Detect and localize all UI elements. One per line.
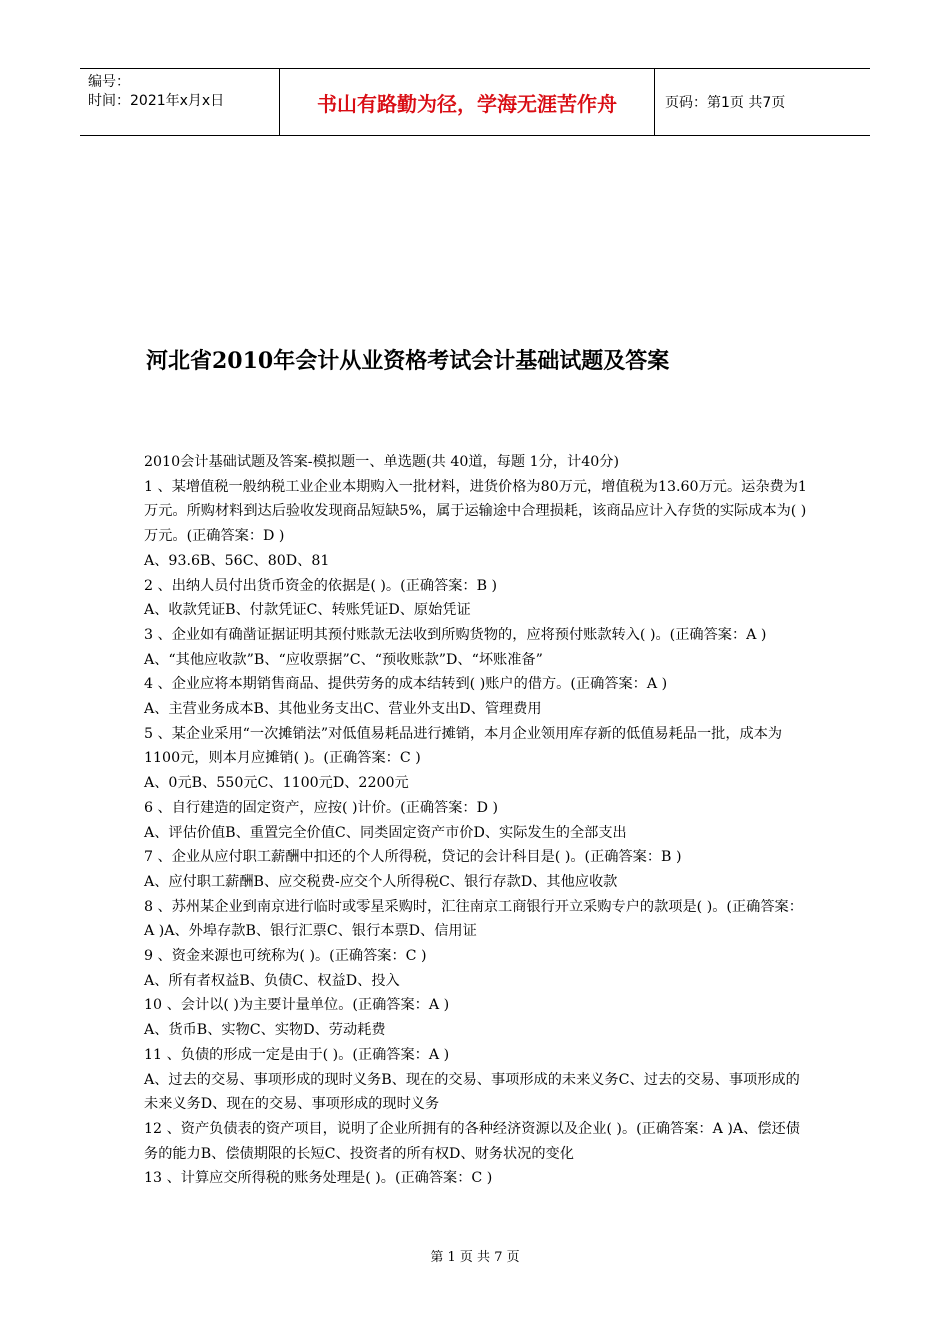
body-line-19: A、货币B、实物C、实物D、劳动耗费 [144,1022,386,1039]
page-code: 页码：第1页 共7页 [665,95,786,111]
body-line-23: 13 、计算应交所得税的账务处理是( )。(正确答案：C ) [144,1170,493,1187]
body-line-20: 11 、负债的形成一定是由于( )。(正确答案：A ) [144,1046,450,1063]
body-line-7: 4 、企业应将本期销售商品、提供劳务的成本结转到( )账户的借方。(正确答案：A ) [144,676,668,693]
body-line-4: A、收款凭证B、付款凭证C、转账凭证D、原始凭证 [144,602,471,619]
body-line-14: A、应付职工薪酬B、应交税费-应交个人所得税C、银行存款D、其他应收款 [144,873,618,890]
header-motto-cell [280,69,655,135]
serial-label: 编号： [88,74,130,90]
motto-text: 书山有路勤为径，学海无涯苦作舟 [317,91,617,116]
body-line-8: A、主营业务成本B、其他业务支出C、营业外支出D、管理费用 [144,701,542,718]
body-line-6: A、“其他应收款”B、“应收票据”C、“预收账款”D、“坏账准备” [144,651,543,668]
body-line-16: 9 、资金来源也可统称为( )。(正确答案：C ) [144,948,427,965]
body-line-2: A、93.6B、56C、80D、81 [144,552,330,569]
document-body [144,450,812,1191]
page-header [80,68,870,136]
body-line-18: 10 、会计以( )为主要计量单位。(正确答案：A ) [144,997,450,1014]
body-line-1: 1 、某增值税一般纳税工业企业本期购入一批材料，进货价格为80万元，增值税为13.60万元。运杂费为1万元。所购材料到达后验收发现商品短缺5%，属于运输途中合理损耗，该商品应计入存货的实际成本为( )万元。(正确答案：D ) [144,478,807,545]
page-footer: 第 1 页 共 7 页 [430,1250,520,1265]
body-line-12: A、评估价值B、重置完全价值C、同类固定资产市价D、实际发生的全部支出 [144,824,627,841]
body-line-5: 3 、企业如有确凿证据证明其预付账款无法收到所购货物的，应将预付账款转入( )。(正确答案：A ) [144,626,767,643]
header-page-cell [655,69,870,135]
body-line-0: 2010会计基础试题及答案-模拟题一、单选题(共 40道，每题 1分，计40分) [144,454,619,470]
body-line-10: A、0元B、550元C、1100元D、2200元 [144,775,409,792]
header-left-cell [80,69,280,135]
body-line-11: 6 、自行建造的固定资产，应按( )计价。(正确答案：D ) [144,799,499,816]
body-line-21: A、过去的交易、事项形成的现时义务B、现在的交易、事项形成的未来义务C、过去的交易、事项形成的未来义务D、现在的交易、事项形成的现时义务 [144,1071,800,1113]
document-title: 河北省2010年会计从业资格考试会计基础试题及答案 [146,348,670,374]
body-line-13: 7 、企业从应付职工薪酬中扣还的个人所得税，贷记的会计科目是( )。(正确答案：B ) [144,849,682,866]
body-line-22: 12 、资产负债表的资产项目，说明了企业所拥有的各种经济资源以及企业( )。(正确答案：A )A、偿还债务的能力B、偿债期限的长短C、投资者的所有权D、财务状况的变化 [144,1120,800,1162]
body-line-15: 8 、苏州某企业到南京进行临时或零星采购时，汇往南京工商银行开立采购专户的款项是( )。(正确答案：A )A、外埠存款B、银行汇票C、银行本票D、信用证 [144,898,803,940]
body-line-9: 5 、某企业采用“一次摊销法”对低值易耗品进行摊销，本月企业领用库存新的低值易耗品一批，成本为1100元，则本月应摊销( )。(正确答案：C ) [144,725,783,767]
body-line-17: A、所有者权益B、负债C、权益D、投入 [144,972,400,989]
time-label: 时间：2021年x月x日 [88,93,225,109]
body-line-3: 2 、出纳人员付出货币资金的依据是( )。(正确答案：B ) [144,577,498,594]
